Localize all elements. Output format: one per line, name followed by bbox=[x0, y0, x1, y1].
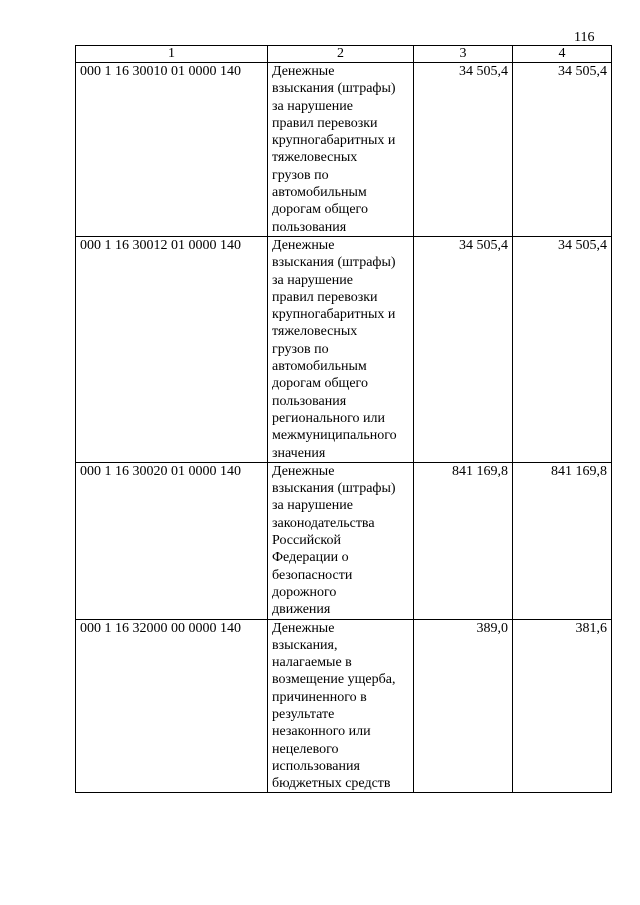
description-line: тяжеловесных bbox=[272, 324, 358, 340]
description-line: автомобильным bbox=[272, 185, 367, 201]
description-line: возмещение ущерба, bbox=[272, 672, 396, 688]
description-line: безопасности bbox=[272, 567, 353, 583]
description-line: значения bbox=[272, 445, 326, 461]
budget-code-cell: 000 1 16 30012 01 0000 140 bbox=[76, 236, 268, 462]
description-line: нецелевого bbox=[272, 741, 339, 757]
description-line: законодательства bbox=[272, 515, 375, 531]
description-line: Денежные bbox=[272, 620, 335, 636]
description-line: грузов по bbox=[272, 167, 329, 183]
description-line: Федерации о bbox=[272, 550, 349, 566]
description-cell bbox=[268, 619, 414, 793]
description-line: дорогам общего bbox=[272, 376, 368, 392]
description-cell bbox=[268, 63, 414, 237]
revenue-table bbox=[75, 45, 612, 793]
description-line: межмуниципального bbox=[272, 428, 397, 444]
table-row bbox=[76, 236, 612, 462]
amount-col3-cell: 34 505,4 bbox=[414, 236, 513, 462]
description-line: пользования bbox=[272, 219, 347, 235]
table-header-row bbox=[76, 46, 612, 63]
description-line: за нарушение bbox=[272, 272, 353, 288]
amount-col3-cell: 389,0 bbox=[414, 619, 513, 793]
budget-code-cell: 000 1 16 30010 01 0000 140 bbox=[76, 63, 268, 237]
description-line: Денежные bbox=[272, 237, 335, 253]
description-line: движения bbox=[272, 602, 331, 618]
description-line: Денежные bbox=[272, 64, 335, 79]
description-line: за нарушение bbox=[272, 498, 353, 514]
description-line: Денежные bbox=[272, 463, 335, 479]
budget-code-cell: 000 1 16 32000 00 0000 140 bbox=[76, 619, 268, 793]
description-line: крупногабаритных и bbox=[272, 133, 396, 149]
amount-col4-cell: 381,6 bbox=[513, 619, 612, 793]
description-line: налагаемые в bbox=[272, 655, 352, 671]
description-line: крупногабаритных и bbox=[272, 307, 396, 323]
description-line: тяжеловесных bbox=[272, 150, 358, 166]
description-line: правил перевозки bbox=[272, 115, 378, 131]
column-header-4: 4 bbox=[513, 46, 612, 63]
table-body bbox=[76, 63, 612, 793]
page-number: 116 bbox=[574, 30, 595, 45]
description-line: за нарушение bbox=[272, 98, 353, 114]
description-line: причиненного в bbox=[272, 689, 367, 705]
description-line: результате bbox=[272, 706, 335, 722]
description-line: правил перевозки bbox=[272, 289, 378, 305]
budget-code-cell: 000 1 16 30020 01 0000 140 bbox=[76, 462, 268, 619]
description-line: Российской bbox=[272, 533, 341, 549]
description-line: дорогам общего bbox=[272, 202, 368, 218]
description-line: взыскания (штрафы) bbox=[272, 481, 396, 497]
amount-col3-cell: 841 169,8 bbox=[414, 462, 513, 619]
description-line: дорожного bbox=[272, 584, 337, 600]
column-header-2: 2 bbox=[268, 46, 414, 63]
description-line: использования bbox=[272, 758, 360, 774]
amount-col4-cell: 34 505,4 bbox=[513, 236, 612, 462]
amount-col3-cell: 34 505,4 bbox=[414, 63, 513, 237]
description-line: автомобильным bbox=[272, 359, 367, 375]
description-line: незаконного или bbox=[272, 724, 371, 740]
amount-col4-cell: 34 505,4 bbox=[513, 63, 612, 237]
table-row bbox=[76, 619, 612, 793]
description-line: бюджетных средств bbox=[272, 776, 391, 792]
description-line: пользования bbox=[272, 393, 347, 409]
table-row bbox=[76, 63, 612, 237]
description-line: регионального или bbox=[272, 410, 386, 426]
description-line: взыскания, bbox=[272, 637, 338, 653]
column-header-1: 1 bbox=[76, 46, 268, 63]
description-line: взыскания (штрафы) bbox=[272, 255, 396, 271]
amount-col4-cell: 841 169,8 bbox=[513, 462, 612, 619]
description-line: взыскания (штрафы) bbox=[272, 81, 396, 97]
description-cell bbox=[268, 236, 414, 462]
description-line: грузов по bbox=[272, 341, 329, 357]
description-cell bbox=[268, 462, 414, 619]
table-row bbox=[76, 462, 612, 619]
column-header-3: 3 bbox=[414, 46, 513, 63]
